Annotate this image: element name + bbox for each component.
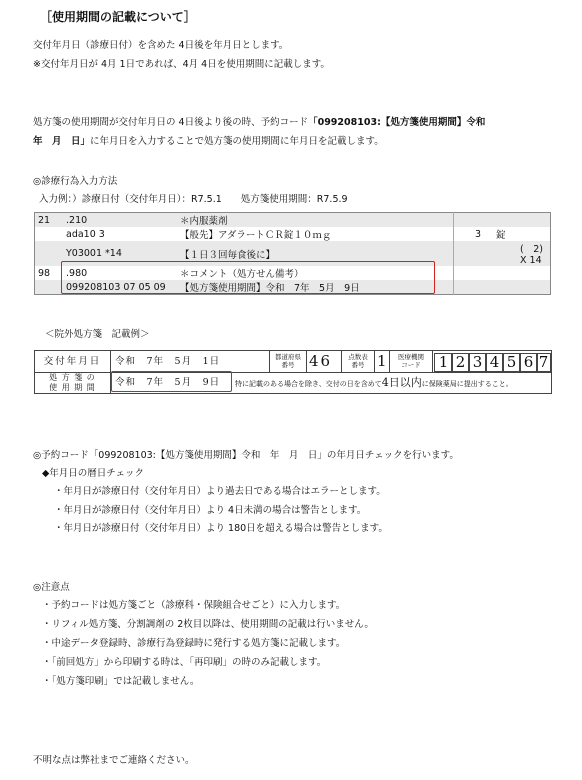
note-item: ・中途データ登録時、診療行為登録時に発行する処方箋に記載します。: [42, 638, 346, 649]
method-title: ◎診療行為入力方法: [33, 176, 118, 187]
check-item: ・年月日が診療日付（交付年月日）より 4日未満の場合は警告とします。: [54, 505, 367, 516]
note-item: ・「処方箋印刷」では記載しません。: [42, 676, 200, 687]
order-cell: ＊内服薬剤: [180, 216, 228, 227]
order-cell: [35, 227, 64, 241]
notes-title: ◎注意点: [33, 582, 70, 593]
order-cell: 【処方箋使用期間】令和 7年 5月 9日: [180, 283, 360, 294]
order-cell: .980: [66, 267, 88, 279]
order-cell: Y03001 *14: [66, 248, 122, 259]
order-cell: 【１日３回毎食後に】: [180, 249, 276, 261]
note-item: ・リフィル処方箋、分割調剤の 2枚目以降は、使用期間の記載は行いません。: [42, 619, 374, 630]
period-value: 令和 7年 5月 9日: [115, 377, 221, 388]
period-note-post: に保険薬局に提出すること。: [421, 380, 513, 388]
inst-label-1: 医療機関: [398, 353, 424, 361]
pref-number: 46: [309, 352, 333, 370]
inst-code-digit: 1: [434, 353, 453, 372]
order-cell: 98: [38, 267, 51, 279]
highlight-box: [111, 371, 232, 392]
check-item: ・年月日が診療日付（交付年月日）より 180日を超える場合は警告とします。: [54, 523, 388, 534]
period-note-pre: 特に記載のある場合を除き、交付の日を含めて: [235, 380, 382, 388]
reserve-code-text: 「099208103:【処方箋使用期間】令和: [308, 117, 486, 128]
period-label: [35, 372, 111, 393]
para1-line-2-text: に年月日を入力することで処方箋の使用期間に年月日を記載します。: [90, 136, 384, 147]
inst-code-digit: 6: [519, 353, 538, 372]
para1-line-1: [33, 114, 485, 128]
check-item: ・年月日が診療日付（交付年月日）より過去日である場合はエラーとします。: [54, 486, 386, 497]
order-cell: [454, 213, 485, 228]
intro-line-2: ※交付年月日が 4月 1日であれば、4月 4日を使用期間に記載します。: [33, 59, 330, 70]
table-row: [35, 213, 551, 228]
order-cell: ada10 3: [66, 228, 105, 240]
table-label-2: 番号: [351, 361, 365, 369]
pref-label: [269, 351, 307, 372]
period-note-days: 4日以内: [381, 376, 422, 389]
pref-label-1: 都道府県: [275, 353, 301, 361]
order-cell: [35, 241, 64, 266]
order-cell: .210: [66, 214, 88, 226]
order-cell: ＊コメント（処方せん備考）: [180, 269, 304, 280]
table-label-1: 点数表: [348, 353, 368, 361]
table-label: [341, 351, 375, 372]
issue-date-row: [35, 351, 551, 373]
period-label-top: 処 方 箋 の: [49, 373, 96, 382]
form-caption: ＜院外処方箋 記載例＞: [45, 329, 150, 340]
order-cell: ( 2) X 14: [520, 244, 543, 266]
order-cell: [484, 213, 551, 228]
period-label-bottom: 使 用 期 間: [49, 383, 96, 392]
pref-label-2: 番号: [281, 361, 295, 369]
order-cell: [35, 280, 64, 295]
issue-date-value: 令和 7年 5月 1日: [115, 356, 221, 367]
reserve-code-date-text: 年 月 日」: [33, 136, 91, 147]
period-note: [235, 372, 513, 395]
para1-line-1-text: 処方箋の使用期間が交付年月日の 4日後より後の時、予約コード: [33, 117, 309, 128]
footer-note: 不明な点は弊社までご連絡ください。: [33, 755, 195, 766]
inst-code-digit: 7: [536, 353, 551, 372]
note-item: ・予約コードは処方箋ごと（診療科・保険組合せごと）に入力します。: [42, 600, 346, 611]
order-cell: 3: [454, 227, 485, 241]
issue-date-label: 交付年月日: [35, 351, 111, 372]
order-cell: 錠: [496, 230, 506, 241]
inst-label-2: コード: [401, 361, 421, 369]
order-cell: [484, 266, 551, 280]
order-cell: [484, 280, 551, 295]
intro-line-1: 交付年月日（診療日付）を含めた 4日後を年月日とします。: [33, 40, 289, 51]
note-item: ・「前回処方」から印刷する時は、「再印刷」の時のみ記載します。: [42, 657, 327, 668]
order-cell: [454, 241, 485, 266]
order-cell: [454, 266, 485, 280]
order-cell: 21: [38, 214, 51, 226]
highlight-box: [61, 261, 435, 294]
order-cell: 【般先】アダラートＣＲ錠１０ｍｇ: [180, 230, 332, 241]
order-cell: 099208103 07 05 09: [66, 281, 166, 293]
para1-line-2: [33, 133, 384, 147]
table-number: 1: [377, 352, 387, 370]
table-row: [35, 227, 551, 241]
section-heading: ［使用期間の記載について］: [40, 10, 196, 24]
order-cell: [454, 280, 485, 295]
inst-code-digit: 5: [502, 353, 521, 372]
inst-code-digit: 4: [485, 353, 504, 372]
check-subtitle: ◆年月日の暦日チェック: [42, 468, 145, 479]
check-title: ◎予約コード「099208103:【処方箋使用期間】令和 年 月 日」の年月日チェックを行います。: [33, 450, 459, 461]
method-example: 入力例：）診療日付（交付年月日）：R7.5.1 処方箋使用期間：R7.5.9: [39, 194, 348, 205]
inst-code-digit: 2: [451, 353, 470, 372]
inst-code-digit: 3: [468, 353, 487, 372]
inst-label: [389, 351, 433, 372]
